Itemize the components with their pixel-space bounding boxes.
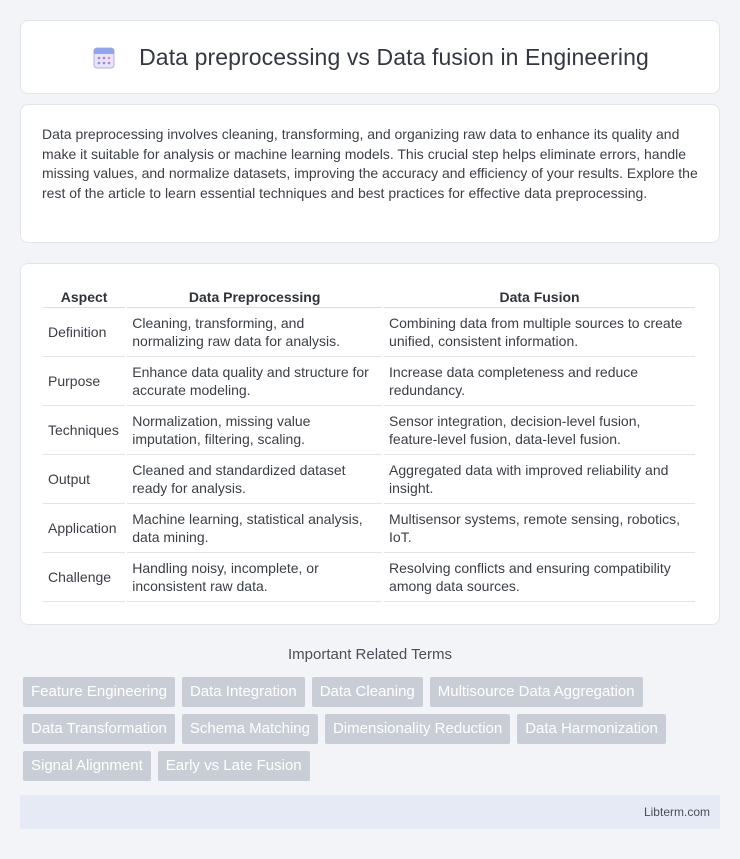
cell-fusion: Aggregated data with improved reliability and insight. [384, 455, 695, 504]
cell-aspect: Definition [43, 308, 125, 357]
page-title: Data preprocessing vs Data fusion in Engineering [139, 43, 649, 70]
comparison-table [41, 284, 697, 602]
table-row [43, 308, 695, 357]
related-term-tag[interactable]: Data Integration [182, 677, 305, 707]
cell-fusion: Combining data from multiple sources to create unified, consistent information. [384, 308, 695, 357]
cell-preprocessing: Handling noisy, incomplete, or inconsistent raw data. [127, 553, 382, 602]
related-term-tag[interactable]: Early vs Late Fusion [158, 751, 310, 781]
related-term-tag[interactable]: Data Transformation [23, 714, 175, 744]
table-row [43, 504, 695, 553]
footer-brand-link[interactable]: Libterm.com [643, 805, 710, 819]
cell-aspect: Techniques [43, 406, 125, 455]
related-term-tag[interactable]: Signal Alignment [23, 751, 151, 781]
related-terms-list [23, 677, 723, 781]
intro-paragraph: Data preprocessing involves cleaning, transforming, and organizing raw data to enhance its quality and make it suitable for analysis or machine learning models. This crucial step helps eliminate errors, handle missing values, and normalize datasets, improving the accuracy and efficiency of your results. Explore the rest of the article to learn essential techniques and best practices for effective data preprocessing. [42, 126, 698, 201]
cell-fusion: Increase data completeness and reduce redundancy. [384, 357, 695, 406]
cell-aspect: Output [43, 455, 125, 504]
cell-aspect: Challenge [43, 553, 125, 602]
intro-card [20, 104, 720, 243]
related-terms-heading: Important Related Terms [288, 646, 452, 663]
related-term-tag[interactable]: Data Harmonization [517, 714, 666, 744]
header-data-fusion: Data Fusion [384, 284, 695, 308]
cell-preprocessing: Machine learning, statistical analysis, data mining. [127, 504, 382, 553]
related-term-tag[interactable]: Multisource Data Aggregation [430, 677, 643, 707]
calendar-grid-icon [91, 45, 117, 71]
header-aspect: Aspect [43, 284, 125, 308]
cell-aspect: Application [43, 504, 125, 553]
cell-fusion: Sensor integration, decision-level fusion, feature-level fusion, data-level fusion. [384, 406, 695, 455]
cell-fusion: Multisensor systems, remote sensing, robotics, IoT. [384, 504, 695, 553]
table-header-row [43, 284, 695, 308]
title-card [20, 20, 720, 94]
cell-aspect: Purpose [43, 357, 125, 406]
table-row [43, 553, 695, 602]
related-term-tag[interactable]: Dimensionality Reduction [325, 714, 510, 744]
footer [20, 795, 720, 829]
table-row [43, 406, 695, 455]
related-term-tag[interactable]: Schema Matching [182, 714, 318, 744]
table-row [43, 455, 695, 504]
cell-preprocessing: Enhance data quality and structure for accurate modeling. [127, 357, 382, 406]
header-data-preprocessing: Data Preprocessing [127, 284, 382, 308]
cell-preprocessing: Cleaning, transforming, and normalizing raw data for analysis. [127, 308, 382, 357]
cell-preprocessing: Normalization, missing value imputation, filtering, scaling. [127, 406, 382, 455]
table-row [43, 357, 695, 406]
cell-preprocessing: Cleaned and standardized dataset ready for analysis. [127, 455, 382, 504]
related-term-tag[interactable]: Feature Engineering [23, 677, 175, 707]
comparison-card [20, 263, 720, 625]
cell-fusion: Resolving conflicts and ensuring compatibility among data sources. [384, 553, 695, 602]
related-term-tag[interactable]: Data Cleaning [312, 677, 423, 707]
